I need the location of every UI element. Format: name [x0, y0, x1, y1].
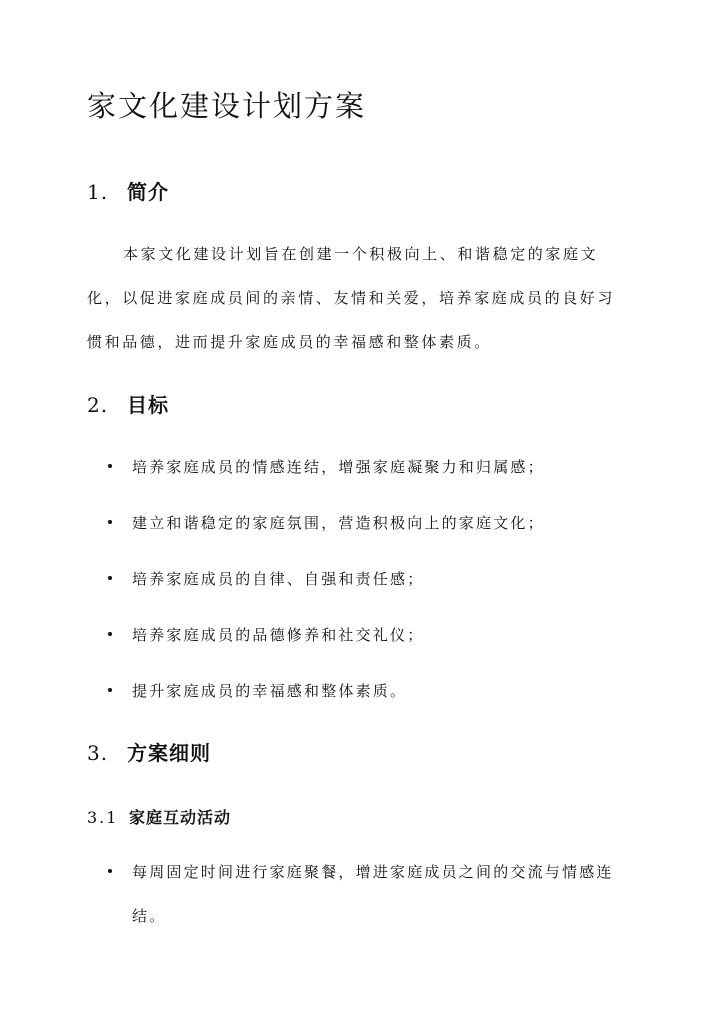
section-number: 3. — [87, 741, 109, 765]
activity-list-item: 每周固定时间进行家庭聚餐，增进家庭成员之间的交流与情感连结。 — [108, 850, 618, 938]
goal-list-item: 建立和谐稳定的家庭氛围，营造积极向上的家庭文化； — [108, 501, 628, 545]
section-title: 方案细则 — [127, 741, 211, 765]
intro-paragraph: 本家文化建设计划旨在创建一个积极向上、和谐稳定的家庭文化，以促进家庭成员间的亲情、友情和关爱，培养家庭成员的良好习惯和品德，进而提升家庭成员的幸福感和整体素质。 — [87, 245, 616, 351]
section-title: 目标 — [127, 393, 169, 417]
document-title: 家文化建设计划方案 — [87, 89, 367, 123]
bullet-icon — [108, 688, 112, 692]
bullet-icon — [108, 576, 112, 580]
goal-list-item: 提升家庭成员的幸福感和整体素质。 — [108, 669, 628, 713]
subsection-heading-family-activities — [87, 805, 231, 828]
section-heading-goals — [87, 389, 169, 418]
goal-list-item: 培养家庭成员的情感连结，增强家庭凝聚力和归属感； — [108, 445, 628, 489]
section-number: 1. — [87, 180, 109, 204]
goal-list-item: 培养家庭成员的自律、自强和责任感； — [108, 557, 628, 601]
subsection-title: 家庭互动活动 — [129, 808, 232, 827]
section-heading-details — [87, 737, 211, 766]
bullet-icon — [108, 520, 112, 524]
section-number: 2. — [87, 393, 109, 417]
section-title: 简介 — [127, 180, 169, 204]
goal-list-item: 培养家庭成员的品德修养和社交礼仪； — [108, 613, 628, 657]
bullet-icon — [108, 869, 112, 873]
bullet-icon — [108, 464, 112, 468]
subsection-number: 3.1 — [87, 808, 119, 827]
section-heading-intro — [87, 176, 169, 205]
bullet-icon — [108, 632, 112, 636]
